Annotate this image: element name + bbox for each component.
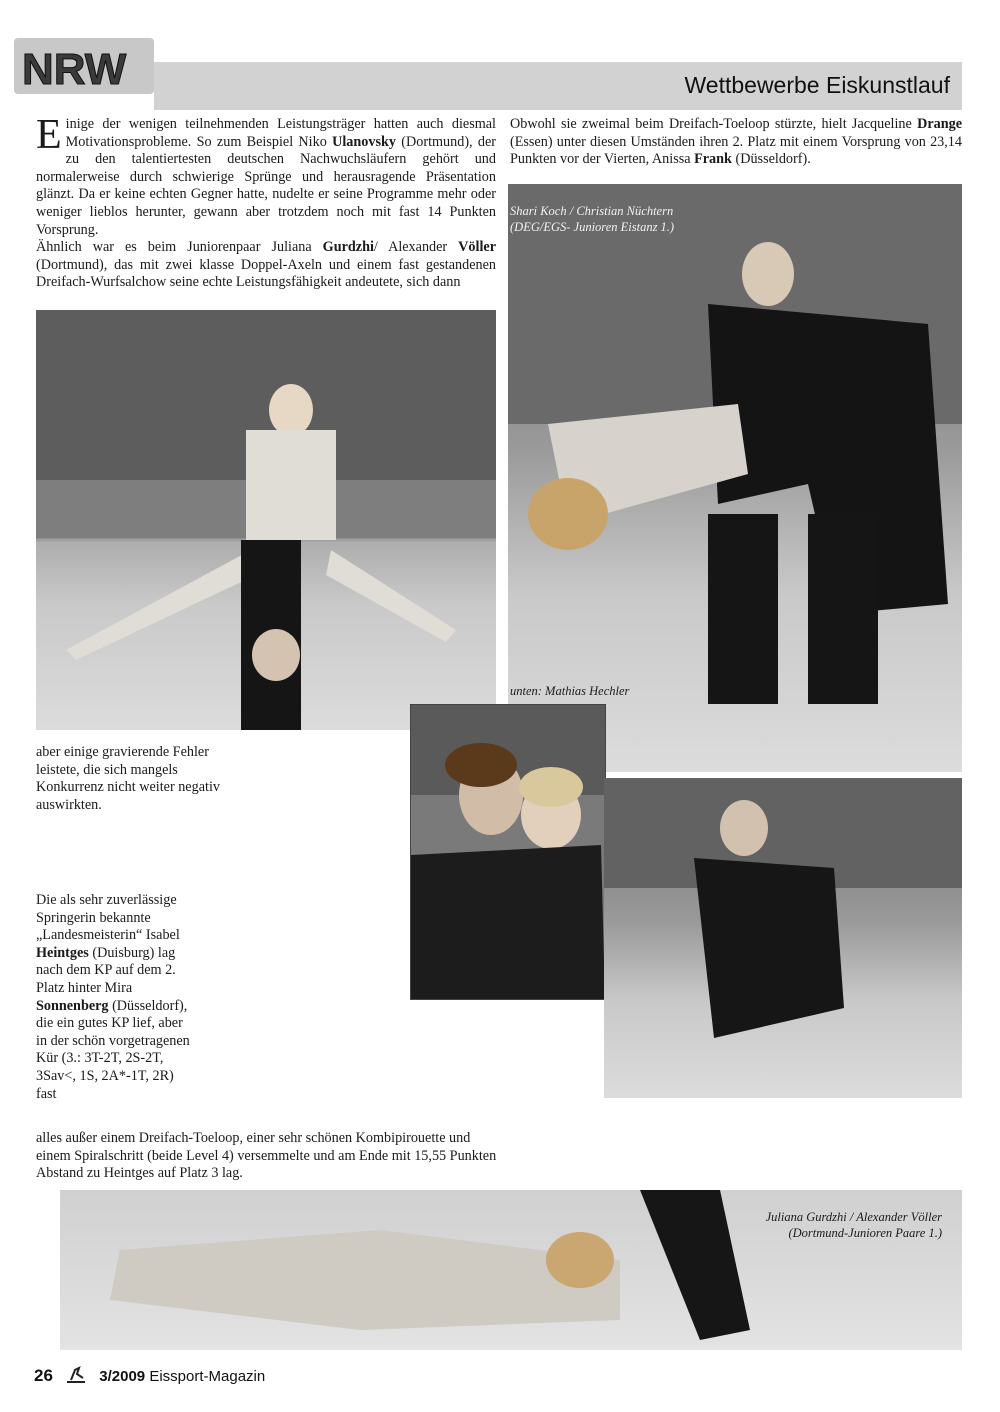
caption-ice-dance-2: (DEG/EGS- Junioren Eistanz 1.): [510, 220, 675, 234]
article-bottom-paragraph: alles außer einem Dreifach-Toeloop, einer sehr schönen Kombipirouette und einem Spiralschritt (beide Level 4) versemmelte und am Ende mit 15,55 Punkten Abstand zu Heintges auf Platz 3 lag.: [36, 1130, 497, 1182]
article-column-1: Einige der wenigen teilnehmenden Leistungsträger hatten auch diesmal Motivationsprobleme. So zum Beispiel Niko Ulanovsky (Dortmund), der zu den talentiertesten deutschen Nachwuchsläufern gehört und normalerweise durch schwierige Sprünge und herausragende Präsentation glänzt. Da er keine echten Gegner hatte, nudelte er seine Programme mehr oder weniger lieblos herunter, gewann aber trotzdem noch mit fast 14 Punkten Vorsprung. Ähnlich war es beim Juniorenpaar Juliana Gurdzhi/ Alexander Völler (Dortmund), das mit zwei klasse Doppel-Axeln und einem fast gestandenen Dreifach-Wurfsalchow seine echte Leistungsfähigkeit andeutete, sich dann: [36, 112, 497, 291]
issue-number: 3/2009: [99, 1368, 146, 1385]
drop-cap: E: [36, 112, 62, 158]
nrw-logo: [14, 28, 154, 100]
photo-pair-lift: [36, 310, 496, 730]
article-side-column: Die als sehr zuverlässige Springerin bekannte „Landesmeisterin“ Isabel Heintges (Duisburg) lag nach dem KP auf dem 2. Platz hinter Mira Sonnenberg (Düsseldorf), die ein gutes KP lief, aber in der schön vorgetragenen Kür (3.: 3T-2T, 2S-2T, 3Sav<, 1S, 2A*-1T, 2R) fast: [36, 892, 190, 1102]
skater-logo-icon: [63, 1366, 89, 1384]
svg-text:NRW: NRW: [22, 45, 127, 94]
page-number: 26: [34, 1366, 53, 1385]
photo-bottom-right-bg: [604, 778, 962, 1098]
caption-inset: unten: Mathias Hechler: [510, 684, 630, 698]
article-continuation: aber einige gravierende Fehler leistete, die sich mangels Konkurrenz nicht weiter negativ auswirkten.: [36, 744, 222, 814]
article-column-2: Obwohl sie zweimal beim Dreifach-Toeloop stürzte, hielt Jacqueline Drange (Essen) unter diesen Umständen ihren 2. Platz mit einem Vorsprung von 23,14 Punkten vor der Vierten, Anissa Frank (Düsseldorf).: [510, 116, 962, 168]
header-bar: [154, 62, 962, 110]
caption-bottom-1: Juliana Gurdzhi / Alexander Völler: [765, 1210, 942, 1224]
page-title: Wettbewerbe Eiskunstlauf: [684, 72, 950, 98]
photo-bottom-pair: [60, 1190, 962, 1350]
page-footer: [34, 1366, 265, 1386]
magazine-name: Eissport-Magazin: [149, 1368, 266, 1385]
photo-inset-coach-child: [410, 704, 606, 1000]
caption-bottom-2: (Dortmund-Junioren Paare 1.): [788, 1226, 942, 1240]
caption-ice-dance-1: Shari Koch / Christian Nüchtern: [510, 204, 674, 218]
